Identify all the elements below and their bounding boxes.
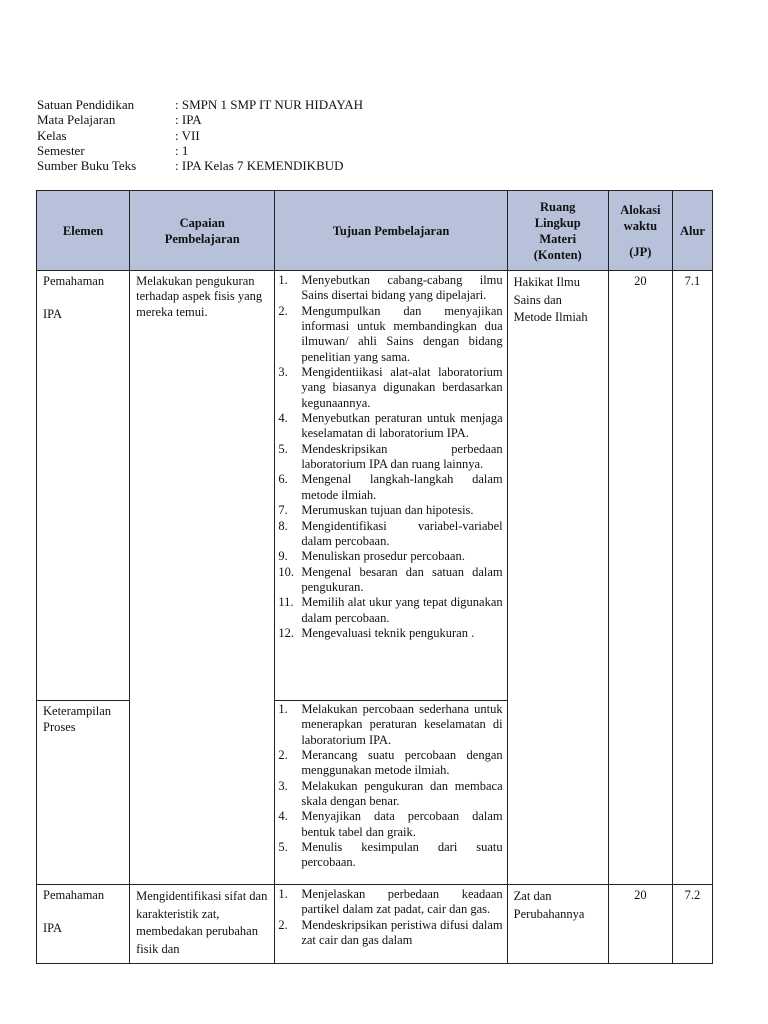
tujuan-item	[278, 595, 502, 626]
ruang-cell	[507, 271, 608, 885]
ruang-cell	[507, 885, 608, 964]
meta-label: Sumber Buku Teks	[37, 158, 137, 174]
capaian-text: Mengidentifikasi sifat dan karakteristik zat, membedakan perubahan fisik dan	[136, 889, 268, 956]
meta-value: : IPA Kelas 7 KEMENDIKBUD	[175, 158, 344, 174]
tujuan-list	[275, 271, 506, 700]
tujuan-number: 12.	[278, 625, 294, 640]
header-alur: Alur	[672, 191, 712, 271]
elemen-cell	[37, 271, 130, 885]
tujuan-number: 1.	[278, 887, 288, 901]
tujuan-cell	[275, 885, 507, 964]
tujuan-item	[278, 273, 502, 304]
header-alokasi-text: Alokasi waktu	[620, 202, 661, 233]
tujuan-number: 10.	[278, 564, 294, 579]
tujuan-text: Melakukan pengukuran dan membaca skala dengan benar.	[301, 778, 503, 809]
tujuan-item	[278, 626, 502, 641]
alur-value: 7.2	[684, 888, 701, 902]
tujuan-item	[278, 411, 502, 442]
table-header-row	[37, 191, 713, 271]
tujuan-cell	[275, 271, 507, 885]
elemen-text: Pemahaman	[43, 888, 105, 902]
meta-value: : VII	[175, 127, 200, 143]
tujuan-text: Mengenal langkah-langkah dalam metode ilmiah.	[301, 472, 503, 502]
tujuan-text: Mendeskripsikan peristiwa difusi dalam zat cair dan gas dalam	[301, 917, 503, 948]
alokasi-value: 20	[634, 888, 647, 902]
tujuan-number: 7.	[278, 503, 288, 518]
tujuan-number: 1.	[278, 702, 288, 716]
tujuan-number: 5.	[278, 441, 288, 456]
tujuan-text: Melakukan percobaan sederhana untuk menerapkan peraturan keselamatan di laboratorium IPA.	[301, 702, 503, 747]
tujuan-text: Menyebutkan peraturan untuk menjaga keselamatan di laboratorium IPA.	[301, 411, 503, 441]
tujuan-text: Menuliskan prosedur percobaan.	[301, 549, 465, 564]
meta-label: Mata Pelajaran	[37, 112, 116, 128]
tujuan-item	[278, 840, 502, 871]
alur-cell	[672, 271, 712, 885]
tujuan-list	[275, 700, 506, 871]
capaian-cell	[130, 885, 275, 964]
tujuan-text: Menulis kesimpulan dari suatu percobaan.	[301, 840, 503, 870]
header-alokasi	[608, 191, 672, 271]
meta-row-satuan	[37, 97, 363, 112]
meta-label: Satuan Pendidikan	[37, 97, 135, 112]
header-elemen: Elemen	[37, 191, 130, 271]
tujuan-item	[278, 918, 502, 949]
tujuan-item	[278, 442, 502, 473]
capaian-text: Melakukan pengukuran terhadap aspek fisis yang mereka temui.	[136, 274, 263, 319]
elemen-text: IPA	[43, 307, 62, 321]
tujuan-number: 5.	[278, 840, 288, 855]
tujuan-item	[278, 779, 502, 810]
elemen-keterampilan: Keterampilan Proses	[37, 700, 129, 883]
meta-value: : IPA	[175, 112, 202, 128]
document-header	[37, 97, 363, 173]
tujuan-number: 2.	[278, 303, 288, 318]
alur-cell	[672, 885, 712, 964]
tujuan-text: Menyajikan data percobaan dalam bentuk tabel dan graik.	[301, 809, 503, 839]
tujuan-item	[278, 304, 502, 365]
tujuan-text: Mengenal besaran dan satuan dalam pengukuran.	[301, 564, 503, 594]
tujuan-number: 4.	[278, 809, 288, 824]
tujuan-number: 1.	[278, 273, 288, 287]
tujuan-number: 2.	[278, 748, 288, 763]
tujuan-number: 3.	[278, 365, 288, 380]
meta-value: : SMPN 1 SMP IT NUR HIDAYAH	[175, 97, 364, 112]
tujuan-item	[278, 472, 502, 503]
meta-row-kelas	[37, 128, 363, 143]
meta-label: Kelas	[37, 127, 67, 143]
tujuan-number: 2.	[278, 917, 288, 932]
tujuan-text: Memilih alat ukur yang tepat digunakan dalam percobaan.	[301, 595, 503, 625]
tujuan-text: Mengidentifikasi variabel-variabel dalam percobaan.	[301, 518, 503, 548]
table-row	[37, 885, 713, 964]
tujuan-number: 3.	[278, 778, 288, 793]
alokasi-value: 20	[634, 274, 647, 288]
tujuan-item	[278, 503, 502, 518]
tujuan-text: Menyebutkan cabang-cabang ilmu Sains disertai bidang yang dipelajari.	[301, 273, 503, 303]
elemen-text: IPA	[43, 921, 62, 935]
elemen-cell	[37, 885, 130, 964]
meta-row-mapel	[37, 112, 363, 127]
tujuan-number: 11.	[278, 595, 294, 610]
tujuan-item	[278, 809, 502, 840]
header-ruang	[507, 191, 608, 271]
tujuan-text: Mengumpulkan dan menyajikan informasi untuk membandingkan dua ilmuwan/ ahli Sains dengan bidang penelitian yang sama.	[301, 303, 503, 364]
meta-row-sumber	[37, 158, 363, 173]
alur-value: 7.1	[684, 274, 701, 288]
tujuan-item	[278, 748, 502, 779]
tujuan-item	[278, 365, 502, 411]
tujuan-text: Menjelaskan perbedaan keadaan partikel dalam zat padat, cair dan gas.	[301, 887, 503, 917]
tujuan-item	[278, 887, 502, 918]
tujuan-number: 9.	[278, 549, 288, 564]
tujuan-number: 8.	[278, 518, 288, 533]
alokasi-cell	[608, 271, 672, 885]
elemen-text: Pemahaman	[43, 274, 105, 288]
table-row	[37, 271, 713, 885]
curriculum-table	[36, 190, 713, 964]
tujuan-list	[275, 885, 506, 948]
tujuan-text: Mengidentiikasi alat-alat laboratorium yang biasanya digunakan berdasarkan kegunaannya.	[301, 365, 503, 410]
tujuan-number: 6.	[278, 472, 288, 487]
header-capaian-text: Capaian Pembelajaran	[164, 215, 240, 246]
header-tujuan: Tujuan Pembelajaran	[275, 191, 507, 271]
tujuan-text: Mendeskripsikan perbedaan laboratorium IPA dan ruang lainnya.	[301, 441, 503, 472]
meta-label: Semester	[37, 142, 85, 158]
tujuan-item	[278, 519, 502, 550]
tujuan-text: Merancang suatu percobaan dengan menggunakan metode ilmiah.	[301, 748, 503, 778]
header-ruang-text: Ruang Lingkup Materi (Konten)	[533, 199, 582, 262]
ruang-text: Hakikat Ilmu Sains dan Metode Ilmiah	[513, 275, 588, 324]
tujuan-item	[278, 702, 502, 748]
tujuan-item	[278, 549, 502, 564]
ruang-text: Zat dan Perubahannya	[513, 889, 585, 921]
tujuan-item	[278, 565, 502, 596]
tujuan-text: Mengevaluasi teknik pengukuran .	[301, 625, 475, 640]
alokasi-cell	[608, 885, 672, 964]
meta-row-semester	[37, 143, 363, 158]
header-alokasi-unit: (JP)	[629, 244, 652, 259]
capaian-cell	[130, 271, 275, 885]
tujuan-number: 4.	[278, 411, 288, 426]
header-capaian	[130, 191, 275, 271]
meta-value: : 1	[175, 142, 189, 158]
tujuan-text: Merumuskan tujuan dan hipotesis.	[301, 503, 474, 518]
